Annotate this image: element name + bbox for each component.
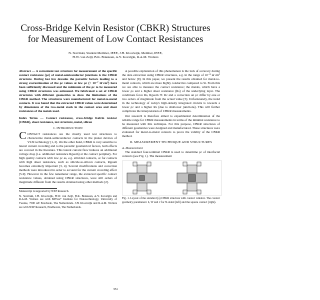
figure-1-cbkr-layout	[122, 160, 222, 196]
right-paragraph-1: A possible explanation of this phenomenon is the lack of accuracy during the data extraction using CBKR structures, e.g. in the range of 10⁻⁸ Ω·cm² and below [9]. In this paper, we present the results obtained for metal-to-metal contacts, which are more highly conductive compared to Si. From this we are able to measure the contact resistance; the metals, which have a lower ρs and a higher sheet resistance (Rs) of the underlying layer. The conditions force Rs, Rgeom ≫ Rc and a correction on ρc differ by one or two orders of magnitude from the actual value [5]. Unfortunately, the trend in the technology of today's high-density integrated circuits is towards a lower ρc and a higher Rs (due to shallower junctions). This will further complicate the interpretation of CBKR measurements.	[122, 69, 220, 114]
left-column	[19, 69, 117, 209]
cbkr-layout-diagram	[123, 161, 221, 195]
right-column	[122, 69, 220, 204]
footnote-affiliations: N. Stavitski, J.H. Klootwijk, H.W. van Zeijl, B.K. Boksteen, A.Y. Kovalgin and R.A.M. Wolters are with MESA+ Institute for Nanotechnology, University of Twente, 7500 AE Enschede, The Netherlands. J.H. Klootwijk and R.A.M. Wolters are with NXP Research, Eindhoven, The Netherlands.	[19, 193, 117, 209]
author-line-2: H.W. van Zeijl, B.K. Boksteen, A.Y. Kovalgin, R.A.M. Wolters	[72, 55, 159, 60]
author-line-1: N. Stavitski, Student Member, IEEE, J.H. Klootwijk, Member, IEEE,	[68, 51, 163, 55]
intro-paragraph-text: ONTACT resistances are the mostly used test structures to characterize metal-semiconductor contacts in the planar devices of VLSI technology [1, 2]. On the other hand, CBKR is very sensitive to lateral current crowding and to the parasitic geometrical factors, both effects are covered in the literature. This lateral current flow induces an additional voltage drop (i.e. additional resistance Rgeom) at the contact periphery. For high quality contacts with low ρc as, e.g. silicided contacts, or for contacts with high sheet resistance, such as silicide-to-silicon contacts, Rgeom becomes extremely important [3, 4]. Several modifications and correction methods were introduced in order to account for the current crowding effect [5-9]. However in the few nanometer range, the extracted specific contact resistance values, obtained using CBKR structures, were still orders of magnitude different from the results obtained using other methods [2].	[19, 131, 117, 185]
right-paragraph-3: The standard four-terminal CBKR is used to determine ρc of interfacial contacts (see Fig. 1). The measurement	[122, 149, 220, 158]
page-number: 331	[113, 287, 118, 291]
abstract: Abstract — A convenient test structure for measurement of the specific contact resistance (ρc) of metal-semiconductor junctions is the CBKR structure. During last few decades the parasitic factors leading to a strong overestimation of the ρc values at low ρc (< 10⁻⁷ Ω·cm²) have been sufficiently discussed and the minimum of the ρc to be measured using CBKR structures was estimated. We fabricated a set of CBKR structures with different geometries to show the limitations of the CBKR method. The structures were manufactured for metal-to-metal contacts. It was found that the extracted CBKR values were determined by dimensions of the two-metal stack in the contact area and sheet resistances of the metals used.	[19, 69, 117, 114]
index-terms: Index Terms — Contact resistance, cross-bridge Kelvin resistor (CBKR), sheet resistance, test structure, metal, silicon	[19, 115, 117, 124]
footnote-support: Manuscript is supported by NXP Research.	[19, 189, 69, 194]
paper-title-line-2: for Measurement of Low Contact Resistances	[27, 34, 204, 45]
author-list	[10, 51, 221, 60]
intro-paragraph	[19, 132, 117, 185]
right-paragraph-2: Our research is therefore aimed to experimental determination of the reliable range for CBKR measurements in terms of the minimal resistance to be measured with this technique. For this purpose, CBKR structures of different geometries were designed and manufactured. These structures were evaluated for metal-to-metal contacts to prove the validity of the CBKR method.	[122, 113, 220, 138]
paper-title-line-1: Cross-Bridge Kelvin Resistor (CBKR) Structures	[20, 23, 211, 34]
section-heading-introduction: I. INTRODUCTION	[53, 125, 83, 130]
paper-title	[0, 23, 231, 45]
cbkr-structure-left	[127, 162, 157, 194]
drop-cap: C	[19, 130, 27, 143]
subsection-heading-measurement: A. Measurement	[122, 145, 143, 150]
cbkr-structure-right	[177, 162, 207, 194]
section-heading-measurement: II. MEASUREMENT TECHNIQUE AND STRUCTURES	[129, 139, 213, 144]
figure-1-caption: Fig. 1. Layout of the standard (a) CBKR structure with contact window. The contact geometry parameters: δ, W and ℓ for N-sided (left) and the square contact (right).	[122, 196, 220, 204]
